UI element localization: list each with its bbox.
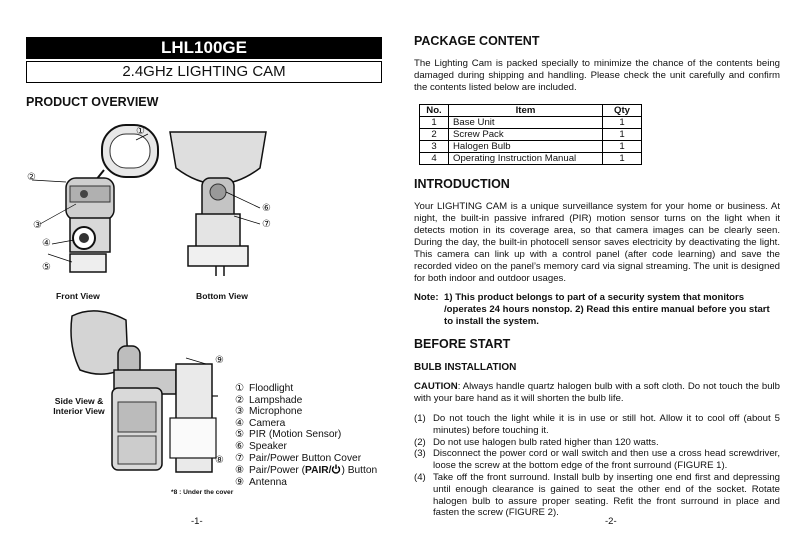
package-table	[419, 104, 642, 165]
package-content-heading: PACKAGE CONTENT	[414, 34, 540, 48]
note-block	[414, 292, 780, 328]
callout-8: ⑧	[215, 455, 224, 466]
table-row: 1 Base Unit 1	[420, 117, 642, 129]
note-text: 1) This product belongs to part of a security system that monitors /operates 24 hours nonstop. 2) Read this entire manual before you start to install the system.	[444, 292, 770, 327]
cover-note: *8 : Under the cover	[171, 489, 234, 496]
introduction-text: Your LIGHTING CAM is a unique surveillance system for your home or business. At night, the built-in passive infrared (PIR) motion sensor turns on the light when it detects motion in its coverage area, so that camera images can be clearly seen. During the day, the built-in photocell sensor saves electricity by deactivating the light. This camera can link up with a control panel (after code learning) and save the recorded video on the panel’s memory card via signal streaming. The unit is designed for both indoor and outdoor usages.	[414, 201, 780, 284]
bottom-view-illustration	[168, 128, 268, 283]
introduction-heading: INTRODUCTION	[414, 177, 510, 191]
list-item: (1) Do not touch the light while it is in use or still hot. Allow it to cool off (about 5 minutes) before touching it.	[414, 413, 780, 436]
list-item: (4) Take off the front surround. Install bulb by inserting one end first and depressing until enough clearance is gained to seat the other end of the socket. Rotate halogen bulb to assure proper seating. Refit the front surround in place and fasten the screw (FIGURE 2).	[414, 471, 780, 519]
legend-item-pir: ⑤ PIR (Motion Sensor)	[235, 429, 342, 441]
manual-model-title: LHL100GE	[26, 37, 382, 59]
table-header-row	[420, 105, 642, 117]
legend-item-button-cover: ⑦ Pair/Power Button Cover	[235, 452, 362, 464]
list-item: (2) Do not use halogen bulb rated higher than 120 watts.	[414, 436, 659, 448]
parts-legend	[235, 383, 377, 488]
install-steps	[414, 413, 780, 519]
col-no: No.	[420, 105, 449, 117]
callout-1: ①	[136, 126, 145, 137]
note-label: Note:	[414, 292, 439, 303]
side-view-label-line1: Side View &	[54, 396, 104, 406]
page-number-left: -1-	[191, 516, 203, 527]
legend-item-camera: ④ Camera	[235, 417, 286, 429]
table-row: 3 Halogen Bulb 1	[420, 141, 642, 153]
caution-text: : Always handle quartz halogen bulb with a soft cloth. Do not touch the bulb with your bare hand as it will shorten the bulb life.	[414, 381, 780, 404]
callout-2: ②	[27, 172, 36, 183]
caution-block	[414, 381, 780, 405]
col-qty: Qty	[603, 105, 642, 117]
legend-item-floodlight: ① Floodlight	[235, 383, 294, 394]
callout-4: ④	[42, 238, 51, 249]
legend-item-lampshade: ② Lampshade	[235, 394, 303, 406]
legend-item-speaker: ⑥ Speaker	[235, 440, 287, 452]
table-row: 2 Screw Pack 1	[420, 129, 642, 141]
callout-5: ⑤	[42, 262, 51, 273]
side-view-label	[44, 396, 114, 416]
package-intro: The Lighting Cam is packed specially to minimize the chance of the contents being damaged during shipping and handling. Please check the unit carefully and confirm the contents listed below are included.	[414, 58, 780, 93]
side-view-label-line2: Interior View	[53, 406, 105, 416]
callout-7: ⑦	[262, 219, 271, 230]
front-view-label: Front View	[56, 291, 100, 301]
callout-3: ③	[33, 220, 42, 231]
callout-6: ⑥	[262, 203, 271, 214]
legend-item-antenna: ⑨ Antenna	[235, 476, 287, 488]
legend-item-pair-button: ⑧ Pair/Power (PAIR/ ) Button	[235, 465, 378, 477]
manual-subtitle: 2.4GHz LIGHTING CAM	[26, 61, 382, 83]
col-item: Item	[449, 105, 603, 117]
callout-9: ⑨	[215, 355, 224, 366]
bulb-installation-heading: BULB INSTALLATION	[414, 362, 517, 373]
before-start-heading: BEFORE START	[414, 337, 511, 351]
list-item: (3) Disconnect the power cord or wall switch and then use a cross head screwdriver, loose the screw at the bottom edge of the front surround (FIGURE 1).	[414, 448, 780, 472]
bottom-view-label: Bottom View	[196, 291, 248, 301]
product-overview-heading: PRODUCT OVERVIEW	[26, 95, 159, 109]
caution-label: CAUTION	[414, 381, 458, 392]
legend-item-microphone: ③ Microphone	[235, 406, 303, 418]
front-view-illustration	[26, 120, 166, 285]
table-row: 4 Operating Instruction Manual 1	[420, 153, 642, 165]
power-icon	[331, 464, 341, 474]
page-number-right: -2-	[605, 516, 617, 527]
